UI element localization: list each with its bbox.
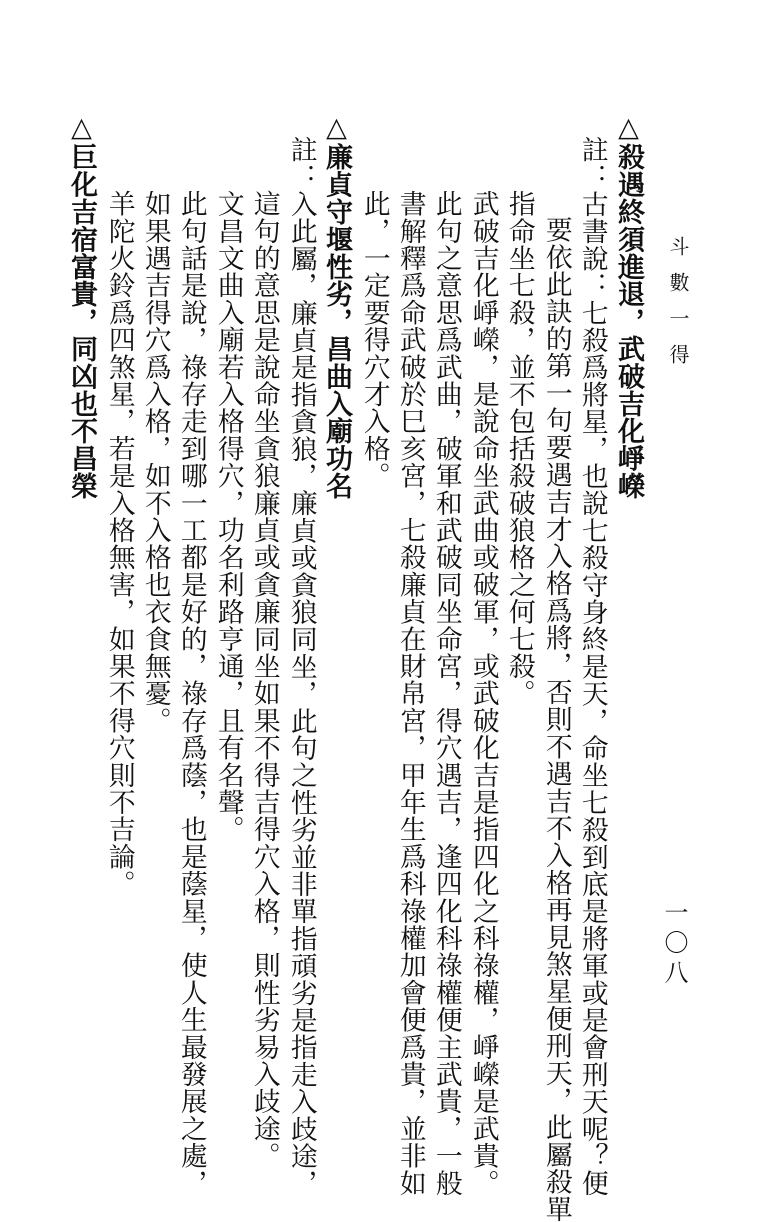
body-line: 羊陀火鈴爲四煞星，若是入格無害，如果不得穴則不吉論。 — [103, 190, 135, 898]
body-line: 這句的意思是說命坐貪狼廉貞或貪廉同坐如果不得吉得穴入格，則性劣易入歧途。 — [248, 190, 280, 1170]
page-number: 一〇八 — [660, 900, 688, 990]
running-header-title: 斗數一得 — [666, 236, 690, 380]
body-line: 如果遇吉得穴爲入格，如不入格也衣食無憂。 — [139, 190, 171, 734]
section-heading-3: △巨化吉宿富貴，同凶也不昌榮 — [66, 112, 97, 500]
body-line: 文昌文曲入廟若入格得穴，功名利路亨通，且有名聲。 — [212, 190, 244, 843]
body-line: 此，一定要得穴才入格。 — [358, 190, 390, 490]
body-line: 註：入此屬，廉貞是指貪狼，廉貞或貪狼同坐，此句之性劣並非單指頑劣是指走入歧途， — [285, 136, 317, 1197]
body-line: 此句之意思爲武曲，破軍和武破同坐命宮，得穴遇吉，逢四化科祿權便主武貴，一般 — [430, 190, 462, 1197]
body-line: 書解釋爲命武破於巳亥宮，七殺廉貞在財帛宮，甲年生爲科祿權加會便爲貴，並非如 — [394, 190, 426, 1197]
body-line: 此句話是說，祿存走到哪一工都是好的，祿存爲蔭，也是蔭星，使人生最發展之處， — [175, 190, 207, 1197]
section-heading-2: △廉貞守堰性劣，昌曲入廟功名 — [321, 112, 352, 500]
body-line: 指命坐七殺，並不包括殺破狼格之何七殺。 — [503, 190, 535, 707]
body-line: 武破吉化崢嶸，是說命坐武曲或破軍，或武破化吉是指四化之科祿權，崢嶸是武貴。 — [467, 190, 499, 1197]
section-heading-1: △殺遇終須進退，武破吉化崢嶸 — [613, 112, 644, 500]
body-line: 要依此訣的第一句要遇吉才入格爲將，否則不遇吉不入格再見煞星便刑天，此屬殺單 — [540, 216, 572, 1222]
body-line: 註：古書說：七殺爲將星，也說七殺守身終是天，命坐七殺到底是將軍或是會刑天呢？便 — [576, 136, 608, 1197]
